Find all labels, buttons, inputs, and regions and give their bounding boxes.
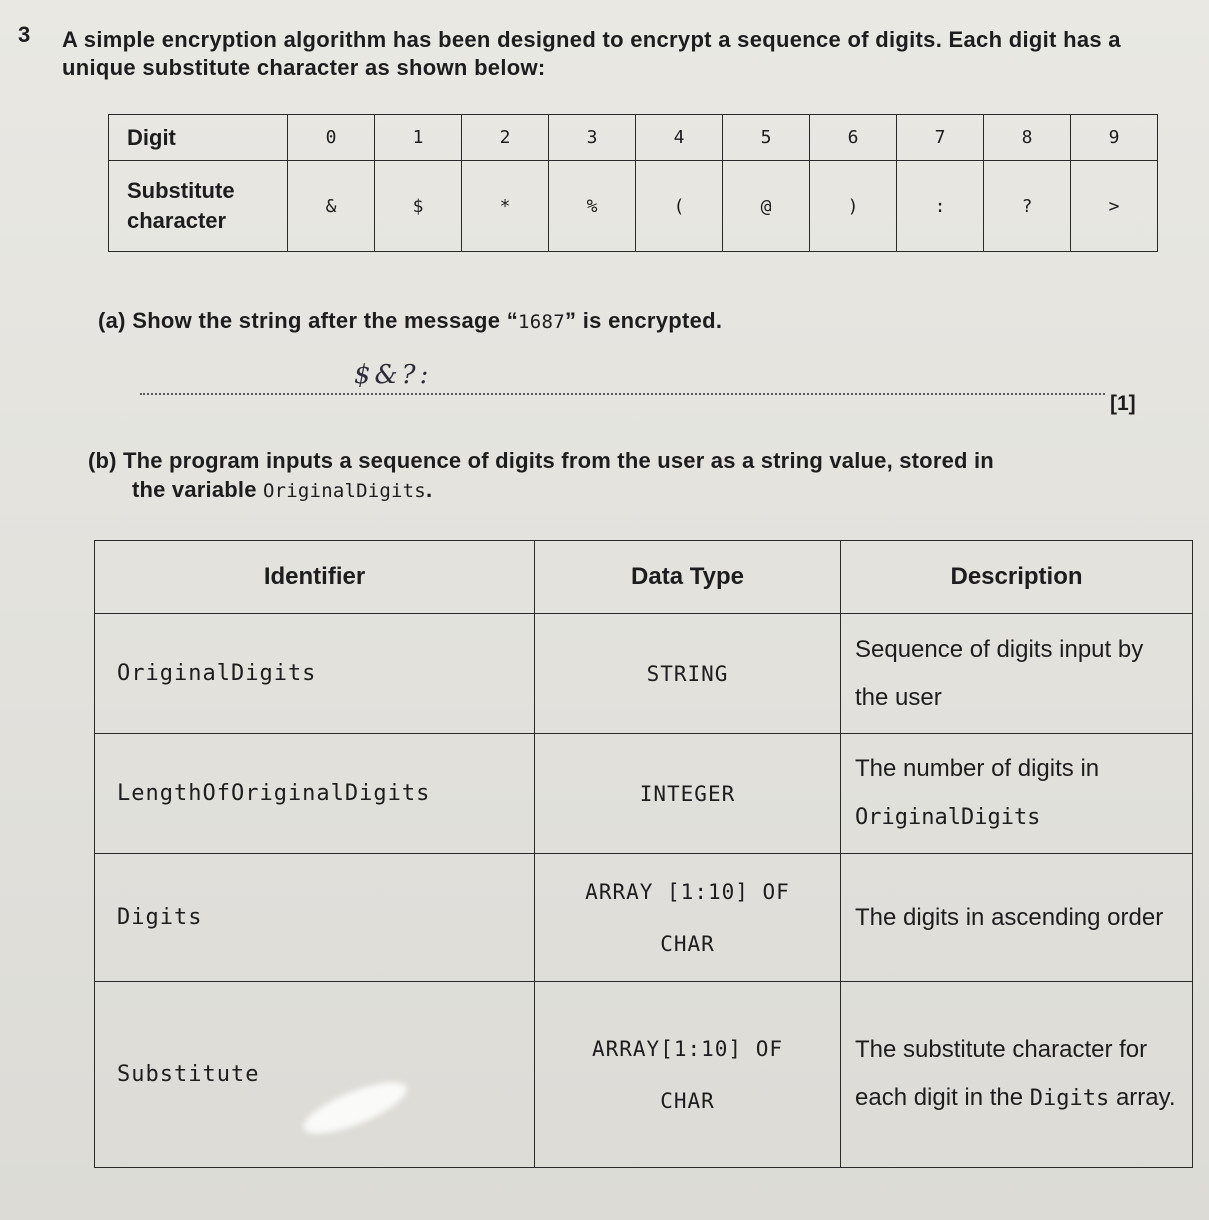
header-data-type: Data Type	[535, 541, 841, 614]
data-type-cell	[535, 854, 841, 982]
part-b-variable: OriginalDigits	[263, 480, 426, 502]
part-b-text-prefix: the variable	[132, 477, 263, 502]
digit-row-header: Digit	[109, 115, 288, 161]
identifier-cell: Substitute	[95, 982, 535, 1168]
description-cell	[841, 982, 1193, 1168]
identifier-table	[94, 540, 1193, 1168]
substitute-row-header: Substitute character	[109, 161, 288, 252]
part-b-text-line1: The program inputs a sequence of digits from the user as a string value, stored in	[123, 448, 994, 473]
part-b-text-suffix: .	[425, 477, 433, 502]
table-row	[95, 614, 1193, 734]
part-a-question	[98, 308, 722, 334]
data-type-line1: ARRAY[1:10] OF	[591, 1036, 783, 1061]
table-row	[95, 734, 1193, 854]
digit-cell: 1	[375, 115, 462, 161]
question-number: 3	[18, 22, 31, 47]
description-code: Digits	[1029, 1086, 1110, 1111]
part-a-text-before: Show the string after the message “	[132, 308, 519, 333]
digit-cell: 6	[810, 115, 897, 161]
substitute-cell: ?	[984, 161, 1071, 252]
description-cell	[841, 734, 1193, 854]
substitute-cell: @	[723, 161, 810, 252]
data-type-cell	[535, 982, 841, 1168]
substitute-cell: $	[375, 161, 462, 252]
description-cell: Sequence of digits input by the user	[841, 614, 1193, 734]
substitute-cell: (	[636, 161, 723, 252]
header-identifier: Identifier	[95, 541, 535, 614]
table-row	[95, 854, 1193, 982]
identifier-cell: LengthOfOriginalDigits	[95, 734, 535, 854]
data-type-line2: CHAR	[660, 1088, 715, 1113]
substitute-cell: *	[462, 161, 549, 252]
digit-cell: 4	[636, 115, 723, 161]
substitute-cell: )	[810, 161, 897, 252]
description-text: The substitute character for each digit in the	[855, 1036, 1148, 1111]
part-a-text-after: ” is encrypted.	[565, 308, 723, 333]
data-type-line1: ARRAY [1:10] OF	[585, 879, 790, 904]
header-description: Description	[841, 541, 1193, 614]
description-code: OriginalDigits	[855, 805, 1041, 830]
digit-cell: 2	[462, 115, 549, 161]
digit-cell: 9	[1071, 115, 1158, 161]
identifier-table-header-row	[95, 541, 1193, 614]
digit-cell: 3	[549, 115, 636, 161]
data-type-cell: STRING	[535, 614, 841, 734]
substitute-cell: :	[897, 161, 984, 252]
substitute-row	[109, 161, 1158, 252]
identifier-cell: Digits	[95, 854, 535, 982]
answer-line[interactable]	[140, 392, 1105, 395]
part-a-label: (a)	[98, 308, 126, 333]
data-type-line2: CHAR	[660, 931, 715, 956]
part-b-label: (b)	[88, 448, 117, 473]
digit-cell: 8	[984, 115, 1071, 161]
description-cell: The digits in ascending order	[841, 854, 1193, 982]
digit-cell: 0	[288, 115, 375, 161]
part-a-message: 1687	[518, 311, 565, 333]
identifier-cell: OriginalDigits	[95, 614, 535, 734]
table-row	[95, 982, 1193, 1168]
substitute-cell: &	[288, 161, 375, 252]
part-a-marks: [1]	[1110, 392, 1136, 415]
substitute-cell: >	[1071, 161, 1158, 252]
part-b-question	[88, 446, 1188, 506]
part-b-line2	[88, 475, 1188, 506]
digit-row	[109, 115, 1158, 161]
data-type-cell: INTEGER	[535, 734, 841, 854]
substitute-cell: %	[549, 161, 636, 252]
description-text: The number of digits in	[855, 755, 1100, 782]
digit-cell: 7	[897, 115, 984, 161]
digit-cell: 5	[723, 115, 810, 161]
handwritten-answer: $&?:	[354, 360, 433, 390]
substitution-table	[108, 114, 1158, 252]
description-text: array.	[1115, 1084, 1176, 1111]
question-intro: A simple encryption algorithm has been designed to encrypt a sequence of digits. Each digit has a unique substitute character as shown below:	[62, 27, 1121, 80]
